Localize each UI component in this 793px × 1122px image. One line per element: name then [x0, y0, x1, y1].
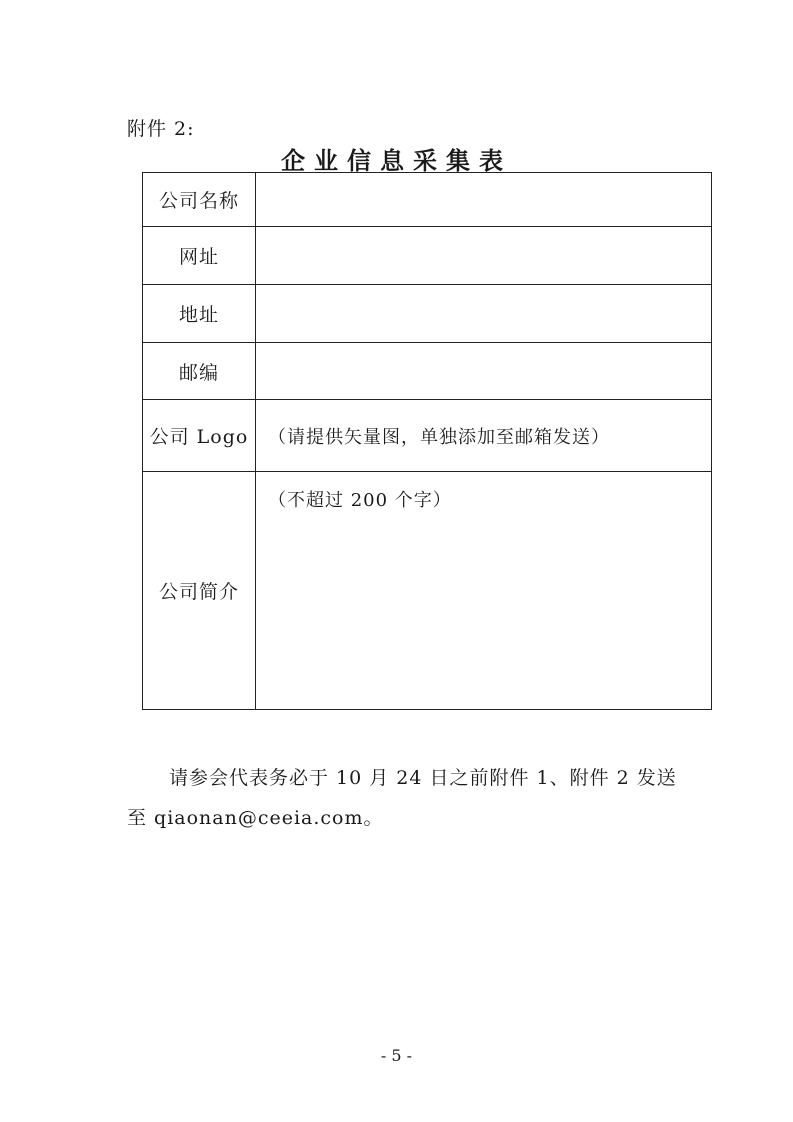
page-number: - 5 -: [380, 1046, 413, 1065]
table-row-postcode: [143, 343, 712, 400]
company-info-table: [142, 172, 712, 710]
label-address: 地址: [143, 285, 256, 343]
label-logo: 公司 Logo: [143, 400, 256, 472]
label-postcode: 邮编: [143, 343, 256, 400]
attachment-label: 附件 2:: [127, 118, 195, 140]
note-line-2: 至 qiaonan@ceeia.com。: [127, 807, 384, 829]
table-row-intro: [143, 472, 712, 710]
field-website[interactable]: [256, 227, 712, 285]
field-company-name[interactable]: [256, 173, 712, 227]
form-title: 企业信息采集表: [281, 146, 512, 175]
field-postcode[interactable]: [256, 343, 712, 400]
table-row-address: [143, 285, 712, 343]
label-company-name: 公司名称: [143, 173, 256, 227]
table-row-logo: [143, 400, 712, 472]
table-row-website: [143, 227, 712, 285]
table-row-company-name: [143, 173, 712, 227]
label-intro: 公司简介: [143, 472, 256, 710]
field-address[interactable]: [256, 285, 712, 343]
label-website: 网址: [143, 227, 256, 285]
submission-note: [127, 758, 687, 838]
field-logo[interactable]: （请提供矢量图，单独添加至邮箱发送）: [256, 400, 712, 472]
field-intro[interactable]: （不超过 200 个字）: [256, 472, 712, 710]
note-line-1: 请参会代表务必于 10 月 24 日之前附件 1、附件 2 发送: [169, 767, 677, 789]
